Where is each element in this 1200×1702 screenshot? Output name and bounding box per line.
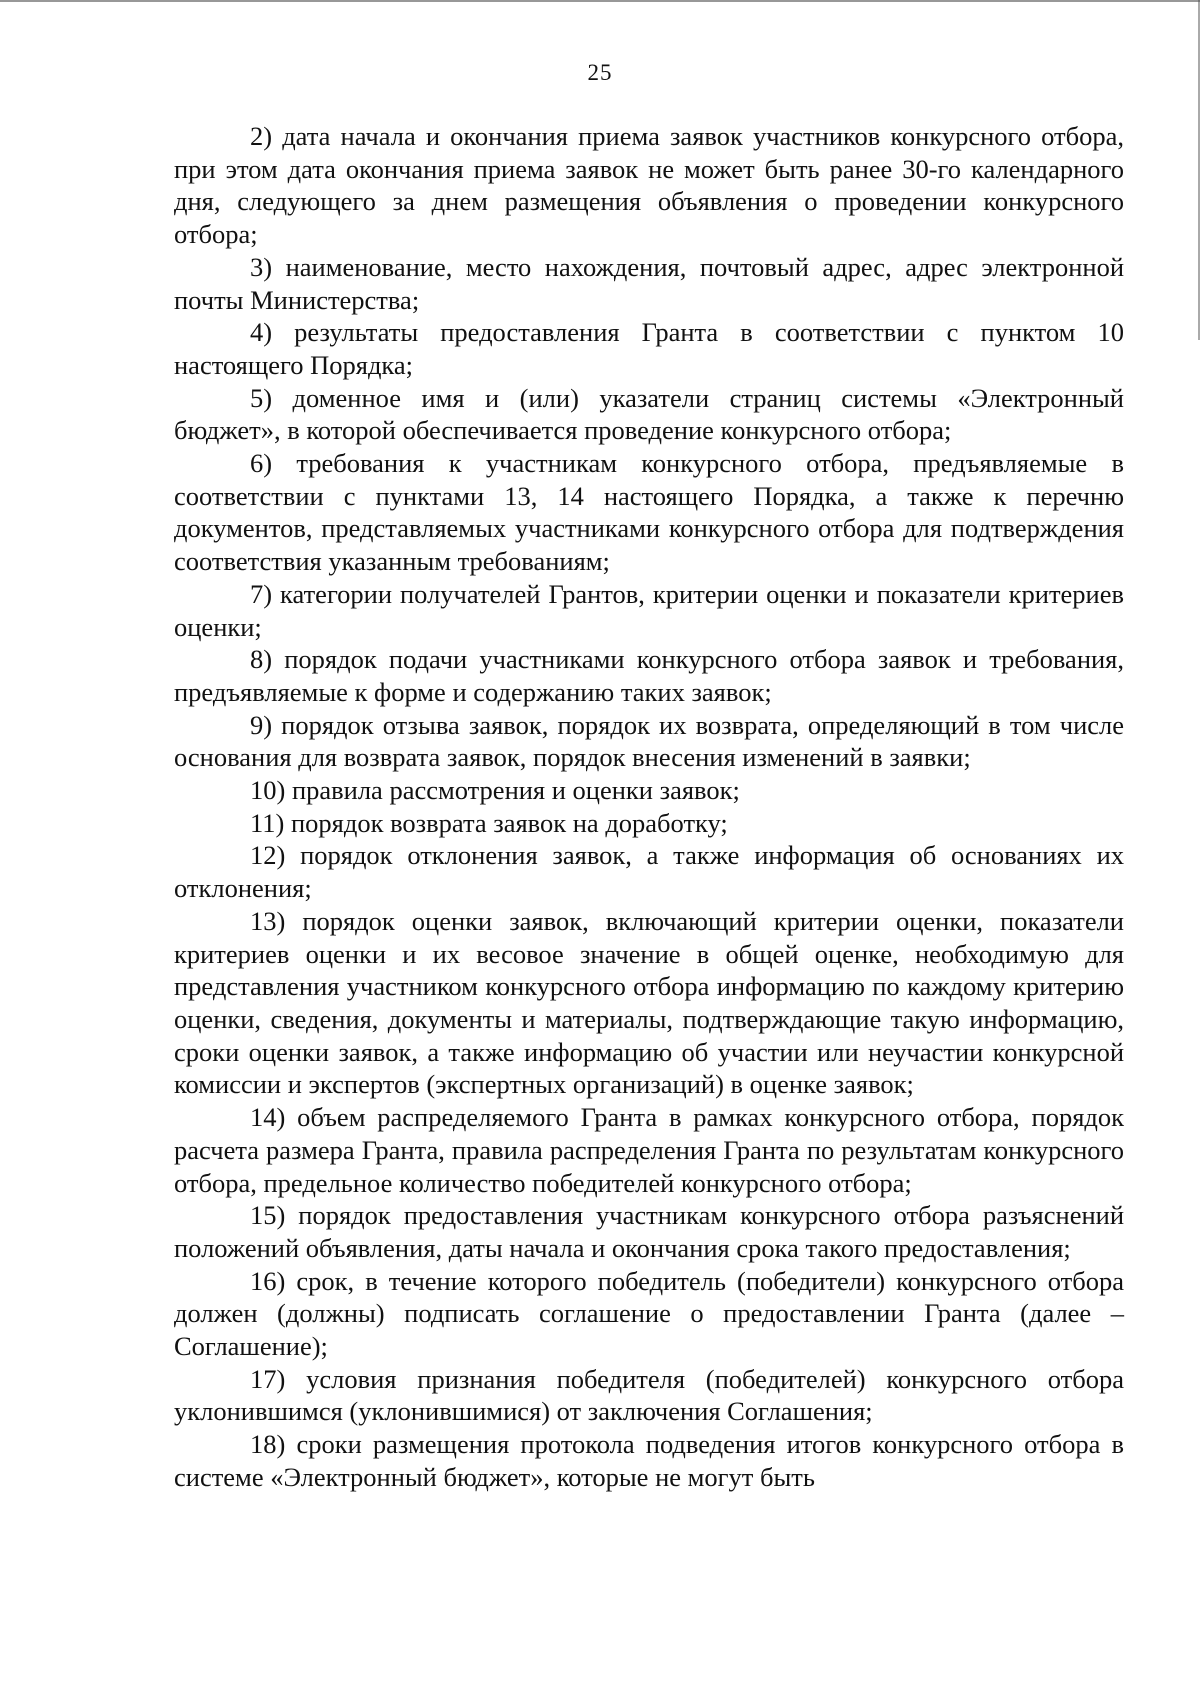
paragraph-item-8: 8) порядок подачи участниками конкурсного отбора заявок и требования, предъявляемые к форме и содержанию таких заявок; [174,644,1124,707]
paragraph-item-10: 10) правила рассмотрения и оценки заявок; [250,775,740,806]
paragraph-item-14: 14) объем распределяемого Гранта в рамках конкурсного отбора, порядок расчета размера Гранта, правила распределения Гранта по результатам конкурсного отбора, предельное количество победителей конкурсного отбора; [174,1102,1124,1198]
paragraph-item-6: 6) требования к участникам конкурсного отбора, предъявляемые в соответствии с пунктами 13, 14 настоящего Порядка, а также к перечню документов, представляемых участниками конкурсного отбора для подтверждения соответствия указанным требованиям; [174,448,1124,577]
paragraph-item-3: 3) наименование, место нахождения, почтовый адрес, адрес электронной почты Министерства; [174,251,1124,315]
paragraph-item-13: 13) порядок оценки заявок, включающий критерии оценки, показатели критериев оценки и их весовое значение в общей оценке, необходимую для представления участником конкурсного отбора информацию по каждому критерию оценки, сведения, документы и материалы, подтверждающие такую информацию, сроки оценки заявок, а также информацию об участии или неучастии конкурсной комиссии и экспертов (экспертных организаций) в оценке заявок; [174,905,1124,1100]
paragraph-item-18: 18) сроки размещения протокола подведения итогов конкурсного отбора в системе «Электронный бюджет», которые не могут быть [174,1429,1124,1492]
paragraph-item-5: 5) доменное имя и (или) указатели страниц системы «Электронный бюджет», в которой обеспечивается проведение конкурсного отбора; [174,382,1124,446]
paragraph-item-12: 12) порядок отклонения заявок, а также информация об основаниях их отклонения; [174,840,1124,904]
paragraph-item-16: 16) срок, в течение которого победитель (победители) конкурсного отбора должен (должны) подписать соглашение о предоставлении Гранта (далее – Соглашение); [174,1265,1124,1362]
paragraph-item-9: 9) порядок отзыва заявок, порядок их возврата, определяющий в том числе основания для возврата заявок, порядок внесения изменений в заявки; [174,709,1124,773]
paragraph-item-4: 4) результаты предоставления Гранта в соответствии с пунктом 10 настоящего Порядка; [174,317,1124,380]
paragraph-item-7: 7) категории получателей Грантов, критерии оценки и показатели критериев оценки; [174,578,1124,642]
scan-border-top [0,0,1200,2]
document-body [174,120,1124,1494]
paragraph-item-17: 17) условия признания победителя (победителей) конкурсного отбора уклонившимся (уклонившимися) от заключения Соглашения; [174,1363,1124,1427]
page-number: 25 [587,60,613,85]
paragraph-item-15: 15) порядок предоставления участникам конкурсного отбора разъяснений положений объявления, даты начала и окончания срока такого предоставления; [174,1200,1124,1263]
paragraph-item-11: 11) порядок возврата заявок на доработку; [250,807,728,838]
paragraph-item-2: 2) дата начала и окончания приема заявок участников конкурсного отбора, при этом дата окончания приема заявок не может быть ранее 30-го календарного дня, следующего за днем размещения объявления о проведении конкурсного отбора; [174,121,1124,250]
